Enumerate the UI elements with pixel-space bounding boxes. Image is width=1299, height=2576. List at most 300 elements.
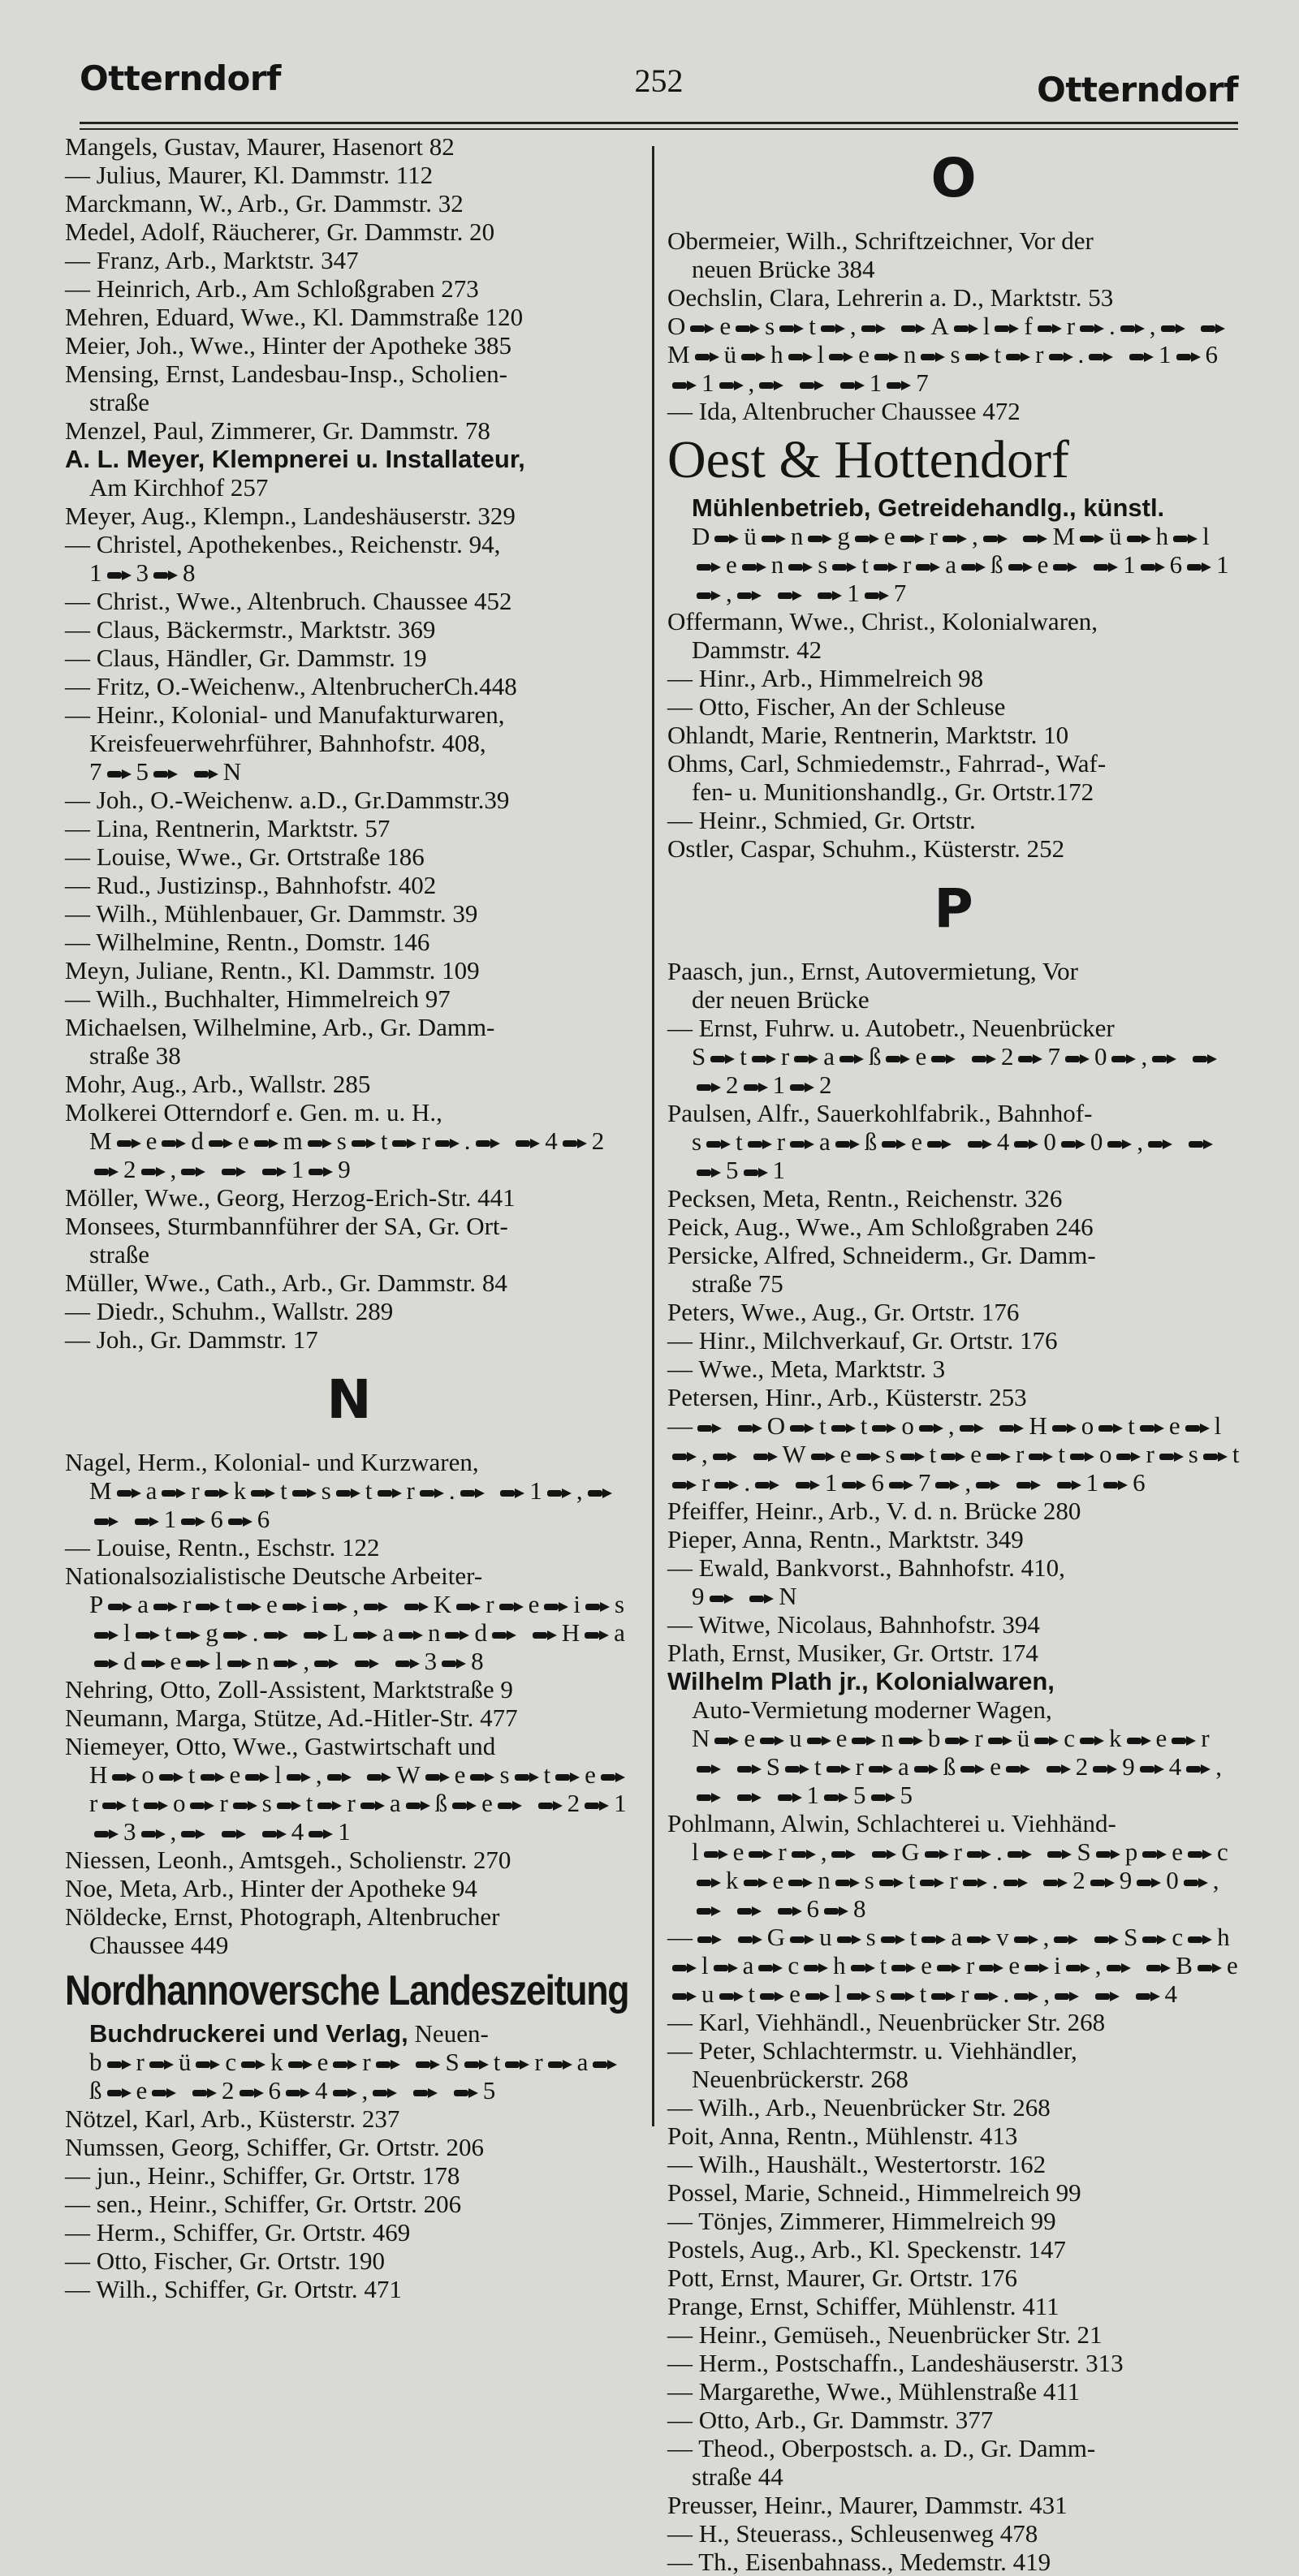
telephone-icon (749, 1593, 774, 1605)
telephone-icon (445, 1630, 469, 1641)
telephone-icon (1141, 562, 1165, 573)
directory-entry: P a r t e i , K r e i sl t g . L a n d H ad e l n , 3 8 (89, 1590, 625, 1675)
directory-entry: — Lina, Rentnerin, Marktstr. 57 (65, 814, 391, 842)
telephone-icon (935, 1480, 960, 1491)
directory-entry: Paulsen, Alfr., Sauerkohlfabrik., Bahnhof- (667, 1099, 1093, 1127)
telephone-icon (288, 2059, 313, 2070)
telephone-icon (194, 769, 218, 780)
directory-entry: b r ü c k e r S t r aß e 2 6 4 , 5 (65, 2048, 633, 2104)
directory-entry: fen- u. Munitionshandlg., Gr. Ortstr.172 (692, 778, 1094, 806)
telephone-icon (968, 1139, 992, 1150)
telephone-icon (1038, 323, 1062, 334)
telephone-icon (470, 1772, 494, 1783)
telephone-icon (538, 1800, 563, 1811)
directory-entry: Dammstr. 42 (692, 635, 822, 664)
telephone-icon (1148, 1139, 1172, 1150)
telephone-icon (839, 1053, 864, 1065)
directory-entry: Postels, Aug., Arb., Kl. Speckenstr. 147 (667, 2235, 1066, 2264)
header-town-right: Otterndorf (1037, 70, 1238, 110)
telephone-icon (887, 380, 911, 391)
telephone-icon (544, 1601, 568, 1613)
telephone-icon (788, 562, 813, 573)
telephone-icon (1055, 1991, 1079, 2002)
telephone-icon (107, 570, 132, 581)
telephone-icon (201, 1772, 225, 1783)
directory-entry: — Otto, Fischer, An der Schleuse (667, 692, 1006, 721)
directory-entry: Müller, Wwe., Cath., Arb., Gr. Dammstr. 84 (65, 1269, 507, 1297)
directory-entry: — Christel, Apothekenbes., Reichenstr. 94, (65, 530, 501, 558)
telephone-icon (921, 351, 945, 363)
telephone-icon (943, 533, 967, 545)
telephone-icon (901, 323, 926, 334)
telephone-icon (744, 1082, 768, 1093)
telephone-icon (117, 1488, 141, 1499)
telephone-icon (1142, 1934, 1167, 1945)
directory-entry: O e s t , A l f r . , M ü h l e n s t r . 1 61 , 1 7 (667, 312, 1240, 397)
telephone-icon (882, 1139, 906, 1150)
telephone-icon (516, 1138, 540, 1149)
telephone-icon (323, 1601, 347, 1613)
directory-entry: Ohms, Carl, Schmiedemstr., Fahrrad-, Waf- (667, 749, 1107, 778)
telephone-icon (317, 1800, 342, 1811)
telephone-icon (237, 1601, 261, 1613)
telephone-icon (697, 1792, 721, 1803)
telephone-icon (548, 2059, 572, 2070)
telephone-icon (778, 1792, 802, 1803)
directory-entry: — Rud., Justizinsp., Bahnhofstr. 402 (65, 871, 437, 899)
telephone-icon (1061, 1139, 1085, 1150)
directory-entry: Neuenbrückerstr. 268 (692, 2065, 908, 2093)
page-header (80, 58, 1238, 110)
directory-entry: — Ernst, Fuhrw. u. Autobetr., Neuenbrücker (667, 1014, 1115, 1042)
directory-entry: Auto-Vermietung moderner Wagen, (692, 1695, 1052, 1724)
directory-entry: — Louise, Wwe., Gr. Ortstraße 186 (65, 842, 425, 871)
telephone-icon (741, 351, 766, 363)
telephone-icon (719, 1991, 744, 2002)
telephone-icon (355, 1658, 379, 1669)
telephone-icon (228, 1516, 252, 1527)
telephone-icon (1080, 1735, 1104, 1747)
directory-entry: Offermann, Wwe., Christ., Kolonialwaren, (667, 607, 1098, 635)
directory-entry: N e u e n b r ü c k e r S t r a ß e 2 9 4 , 1 5 5 (692, 1724, 1222, 1809)
telephone-icon (1096, 1849, 1120, 1860)
directory-entry: — Claus, Bäckermstr., Marktstr. 369 (65, 615, 436, 644)
telephone-icon (153, 769, 178, 780)
telephone-icon (737, 1906, 762, 1917)
telephone-icon (1198, 1962, 1222, 1974)
directory-entry: Molkerei Otterndorf e. Gen. m. u. H., (65, 1098, 442, 1126)
telephone-icon (954, 323, 978, 334)
telephone-icon (737, 1792, 762, 1803)
directory-entry: Possel, Marie, Schneid., Himmelreich 99 (667, 2178, 1081, 2207)
telephone-icon (931, 1991, 956, 2002)
directory-entry: Mehren, Eduard, Wwe., Kl. Dammstraße 120 (65, 303, 524, 331)
telephone-icon (392, 1138, 416, 1149)
directory-entry: D ü n g e r , M ü h le n s t r a ß e 1 6 1, 1 7 (692, 522, 1229, 607)
telephone-icon (1029, 1451, 1053, 1462)
telephone-icon (1172, 1735, 1196, 1747)
directory-entry: Buchdruckerei und Verlag, Neuen- (89, 2019, 489, 2048)
directory-entry: — Heinr., Schmied, Gr. Ortstr. (667, 806, 976, 834)
telephone-icon (697, 1877, 721, 1889)
telephone-icon (758, 1962, 783, 1974)
directory-entry: Plath, Ernst, Musiker, Gr. Ortstr. 174 (667, 1639, 1038, 1667)
telephone-icon (865, 590, 889, 601)
telephone-icon (1140, 1764, 1164, 1775)
directory-entry: der neuen Brücke (692, 985, 870, 1014)
directory-entry: — Th., Eisenbahnass., Medemstr. 419 (667, 2548, 1051, 2576)
directory-entry: — Wilh., Haushält., Westertorstr. 162 (667, 2150, 1047, 2178)
directory-entry: S t r a ß e 2 7 0 , 2 1 2 (667, 1042, 1240, 1099)
telephone-icon (690, 323, 714, 334)
telephone-icon (456, 1601, 481, 1613)
directory-entry: — Ida, Altenbrucher Chaussee 472 (667, 397, 1021, 425)
telephone-icon (837, 1934, 861, 1945)
telephone-icon (209, 1138, 233, 1149)
advertisement-heading: Nordhannoversche Landeszeitung (65, 1967, 629, 2014)
telephone-icon (832, 562, 857, 573)
telephone-icon (94, 1630, 119, 1641)
directory-entry: straße 44 (692, 2462, 783, 2491)
telephone-icon (1188, 1849, 1212, 1860)
directory-entry: Pott, Ernst, Maurer, Gr. Ortstr. 176 (667, 2264, 1018, 2292)
directory-entry: Noe, Meta, Arb., Hinter der Apotheke 94 (65, 1874, 477, 1902)
directory-entry: — Heinr., Gemüseh., Neuenbrücker Str. 21 (667, 2320, 1103, 2349)
telephone-icon (1014, 1139, 1038, 1150)
directory-entry: Prange, Ernst, Schiffer, Mühlenstr. 411 (667, 2292, 1059, 2320)
telephone-icon (1049, 351, 1073, 363)
telephone-icon (963, 1877, 987, 1889)
directory-entry: Nöldecke, Ernst, Photograph, Altenbrucher (65, 1902, 500, 1931)
telephone-icon (153, 570, 178, 581)
directory-entry: Petersen, Hinr., Arb., Küsterstr. 253 (667, 1383, 1027, 1411)
telephone-icon (547, 1488, 572, 1499)
telephone-icon (1187, 562, 1211, 573)
directory-entry: — Wilh., Mühlenbauer, Gr. Dammstr. 39 (65, 899, 478, 928)
telephone-icon (162, 1138, 186, 1149)
directory-entry: straße 75 (692, 1269, 783, 1298)
directory-entry: Persicke, Alfred, Schneiderm., Gr. Damm- (667, 1241, 1096, 1269)
telephone-icon (738, 1934, 762, 1945)
directory-entry: — Peter, Schlachtermstr. u. Viehhändler, (667, 2036, 1077, 2065)
directory-entry: Preusser, Heinr., Maurer, Dammstr. 431 (667, 2491, 1068, 2519)
telephone-icon (737, 590, 762, 601)
telephone-icon (378, 1488, 402, 1499)
telephone-icon (697, 1764, 721, 1775)
telephone-icon (1142, 1849, 1167, 1860)
telephone-icon (309, 1829, 333, 1840)
telephone-icon (420, 1488, 444, 1499)
telephone-icon (304, 1630, 328, 1641)
telephone-icon (891, 1962, 916, 1974)
telephone-icon (192, 2087, 217, 2099)
telephone-icon (1093, 1764, 1117, 1775)
telephone-icon (1023, 533, 1047, 545)
telephone-icon (1103, 1480, 1128, 1491)
telephone-icon (790, 1082, 814, 1093)
telephone-icon (1107, 1962, 1131, 1974)
directory-entry: — Wilh., Arb., Neuenbrücker Str. 268 (667, 2093, 1051, 2122)
directory-entry: Neumann, Marga, Stütze, Ad.-Hitler-Str. 477 (65, 1704, 518, 1732)
telephone-icon (1173, 533, 1198, 545)
telephone-icon (159, 1772, 183, 1783)
telephone-icon (672, 1451, 697, 1462)
telephone-icon (697, 562, 721, 573)
telephone-icon (1188, 1934, 1212, 1945)
telephone-icon (931, 1053, 956, 1065)
telephone-icon (697, 1423, 722, 1434)
telephone-icon (1070, 1451, 1094, 1462)
advertisement-heading: Oest & Hottendorf (667, 430, 1069, 489)
telephone-icon (136, 1630, 160, 1641)
telephone-icon (1146, 1962, 1171, 1974)
telephone-icon (790, 1934, 814, 1945)
telephone-icon (800, 380, 824, 391)
telephone-icon (762, 533, 786, 545)
telephone-icon (760, 1991, 784, 2002)
telephone-icon (826, 1764, 851, 1775)
directory-entry: l e r , G r . S p e ck e n s t r . 2 9 0 , 6 8 (692, 1837, 1228, 1923)
telephone-icon (373, 2087, 397, 2099)
directory-entry: — Wilh., Schiffer, Gr. Ortstr. 471 (65, 2275, 402, 2303)
telephone-icon (1127, 533, 1151, 545)
telephone-icon (1159, 1451, 1184, 1462)
directory-entry: — Otto, Fischer, Gr. Ortstr. 190 (65, 2246, 385, 2275)
telephone-icon (186, 1658, 210, 1669)
directory-entry: Peick, Aug., Wwe., Am Schloßgraben 246 (667, 1213, 1094, 1241)
telephone-icon (710, 1053, 735, 1065)
directory-entry: — Tönjes, Zimmerer, Himmelreich 99 (667, 2207, 1056, 2235)
directory-entry: Pecksen, Meta, Rentn., Reichenstr. 326 (667, 1184, 1063, 1213)
telephone-icon (899, 1735, 923, 1747)
telephone-icon (222, 1829, 246, 1840)
telephone-icon (925, 1849, 949, 1860)
right-column (667, 132, 1240, 2576)
directory-entry: — Heinrich, Arb., Am Schloßgraben 273 (65, 274, 479, 303)
telephone-icon (874, 351, 899, 363)
directory-entry: Menzel, Paul, Zimmerer, Gr. Dammstr. 78 (65, 416, 490, 445)
telephone-icon (141, 1658, 166, 1669)
telephone-icon (742, 562, 766, 573)
telephone-icon (277, 1800, 301, 1811)
directory-entry: — jun., Heinr., Schiffer, Gr. Ortstr. 178 (65, 2161, 460, 2190)
telephone-icon (406, 1800, 430, 1811)
telephone-icon (807, 1735, 831, 1747)
directory-entry: M e d e m s t r . 4 22 , 1 9 (89, 1126, 605, 1183)
telephone-icon (94, 1658, 119, 1669)
telephone-icon (999, 1423, 1024, 1434)
telephone-icon (452, 1800, 477, 1811)
directory-entry: — Hinr., Milchverkauf, Gr. Ortstr. 176 (667, 1326, 1058, 1355)
directory-entry: Medel, Adolf, Räucherer, Gr. Dammstr. 20 (65, 218, 495, 246)
telephone-icon (937, 1962, 961, 1974)
telephone-icon (983, 533, 1008, 545)
telephone-icon (744, 1167, 768, 1178)
telephone-icon (755, 1480, 779, 1491)
directory-entry: Nötzel, Karl, Arb., Küsterstr. 237 (65, 2104, 400, 2133)
telephone-icon (869, 1764, 893, 1775)
telephone-icon (672, 1962, 697, 1974)
directory-entry: straße 38 (89, 1041, 181, 1070)
telephone-icon (585, 1630, 609, 1641)
telephone-icon (1014, 1934, 1038, 1945)
telephone-icon (778, 1906, 802, 1917)
telephone-icon (498, 1800, 522, 1811)
directory-entry: — Herm., Schiffer, Gr. Ortstr. 469 (65, 2218, 411, 2246)
telephone-icon (824, 1906, 848, 1917)
telephone-icon (986, 1451, 1011, 1462)
section-letter: P (934, 877, 973, 940)
telephone-icon (900, 1451, 925, 1462)
directory-entry: Nagel, Herm., Kolonial- und Kurzwaren, (65, 1448, 479, 1476)
telephone-icon (842, 1480, 866, 1491)
telephone-icon (515, 1772, 539, 1783)
telephone-icon (945, 1735, 969, 1747)
directory-entry: Pfeiffer, Heinr., Arb., V. d. n. Brücke 280 (667, 1497, 1081, 1525)
directory-entry: Ostler, Caspar, Schuhm., Küsterstr. 252 (667, 834, 1065, 863)
telephone-icon (1127, 1735, 1151, 1747)
directory-entry: — Joh., O.-Weichenw. a.D., Gr.Dammstr.39 (65, 786, 510, 814)
telephone-icon (794, 1053, 818, 1065)
directory-entry: — Wwe., Meta, Marktstr. 3 (667, 1355, 946, 1383)
telephone-icon (1034, 1735, 1059, 1747)
telephone-icon (916, 562, 940, 573)
directory-entry: Michaelsen, Wilhelmine, Arb., Gr. Damm- (65, 1013, 495, 1041)
telephone-icon (112, 1772, 136, 1783)
directory-entry: Paasch, jun., Ernst, Autovermietung, Vor (667, 957, 1079, 985)
telephone-icon (262, 1166, 287, 1178)
telephone-icon (1054, 1934, 1078, 1945)
directory-entry: Am Kirchhof 257 (89, 473, 269, 502)
directory-entry: Chaussee 449 (89, 1931, 229, 1959)
directory-entry: Kreisfeuerwehrführer, Bahnhofstr. 408, (89, 729, 486, 757)
telephone-icon (1095, 1991, 1120, 2002)
telephone-icon (181, 1516, 205, 1527)
telephone-icon (835, 1877, 860, 1889)
telephone-icon (1186, 1764, 1211, 1775)
telephone-icon (706, 1139, 731, 1150)
telephone-icon (1111, 1053, 1136, 1065)
telephone-icon (505, 2059, 529, 2070)
directory-entry: — Louise, Rentn., Eschstr. 122 (65, 1533, 380, 1562)
directory-entry: Mangels, Gustav, Maurer, Hasenort 82 (65, 132, 455, 161)
directory-entry: Oechslin, Clara, Lehrerin a. D., Marktstr. 53 (667, 283, 1114, 312)
telephone-icon (264, 1630, 288, 1641)
telephone-icon (1089, 351, 1113, 363)
telephone-icon (196, 1601, 220, 1613)
telephone-icon (1098, 1423, 1123, 1434)
telephone-icon (714, 1480, 739, 1491)
telephone-icon (672, 1480, 697, 1491)
telephone-icon (840, 380, 865, 391)
telephone-icon (736, 323, 760, 334)
telephone-icon (601, 1772, 625, 1783)
telephone-icon (107, 2059, 132, 2070)
telephone-icon (1094, 562, 1118, 573)
telephone-icon (788, 351, 813, 363)
telephone-icon (872, 1423, 896, 1434)
telephone-icon (1014, 1991, 1038, 2002)
telephone-icon (222, 1166, 246, 1178)
telephone-icon (309, 1166, 333, 1178)
telephone-icon (144, 1800, 168, 1811)
telephone-icon (233, 1800, 257, 1811)
telephone-icon (851, 1962, 875, 1974)
directory-entry: — Herm., Postschaffn., Landeshäuserstr. 313 (667, 2349, 1124, 2377)
directory-entry: — Wilhelmine, Rentn., Domstr. 146 (65, 928, 430, 956)
telephone-icon (988, 1735, 1012, 1747)
directory-entry: Mühlenbetrieb, Getreidehandlg., künstl. (692, 493, 1165, 522)
telephone-icon (847, 1991, 871, 2002)
telephone-icon (995, 323, 1019, 334)
telephone-icon (697, 590, 721, 601)
telephone-icon (737, 1764, 762, 1775)
directory-entry: — Fritz, O.-Weichenw., AltenbrucherCh.448 (65, 672, 517, 700)
telephone-icon (283, 1601, 307, 1613)
telephone-icon (697, 1906, 721, 1917)
telephone-icon (1065, 1053, 1090, 1065)
directory-entry: — Witwe, Nicolaus, Bahnhofstr. 394 (667, 1610, 1040, 1639)
telephone-icon (1053, 562, 1077, 573)
directory-entry: Niessen, Leonh., Amtsgeh., Scholienstr. 270 (65, 1846, 511, 1874)
telephone-icon (287, 1772, 311, 1783)
telephone-icon (960, 1423, 984, 1434)
directory-entry: Mohr, Aug., Arb., Wallstr. 285 (65, 1070, 371, 1098)
directory-entry: Mensing, Ernst, Landesbau-Insp., Scholien- (65, 360, 507, 388)
telephone-icon (442, 1658, 466, 1669)
telephone-icon (499, 1601, 524, 1613)
telephone-icon (1184, 1877, 1208, 1889)
header-rule-top (80, 122, 1238, 124)
directory-entry: s t r a ß e 4 0 0 , 5 1 (667, 1127, 1240, 1184)
telephone-icon (704, 1849, 728, 1860)
telephone-icon (811, 1451, 835, 1462)
directory-entry: — Wilh., Buchhalter, Himmelreich 97 (65, 984, 451, 1013)
telephone-icon (141, 1166, 166, 1178)
directory-entry: Poit, Anna, Rentn., Mühlenstr. 413 (667, 2122, 1018, 2150)
telephone-icon (891, 1991, 915, 2002)
telephone-icon (974, 1991, 999, 2002)
telephone-icon (719, 380, 744, 391)
telephone-icon (972, 1053, 996, 1065)
telephone-icon (588, 1488, 612, 1499)
telephone-icon (399, 1630, 423, 1641)
directory-entry: M a r k t s t r . 1 , 1 6 6 (65, 1476, 633, 1533)
telephone-icon (240, 2087, 264, 2099)
telephone-icon (714, 1962, 738, 1974)
telephone-icon (697, 1934, 722, 1945)
section-letter: O (930, 147, 977, 209)
directory-entry: Meyer, Aug., Klempn., Landeshäuserstr. 329 (65, 502, 516, 530)
directory-entry: Ohlandt, Marie, Rentnerin, Marktstr. 10 (667, 721, 1069, 749)
directory-entry: Niemeyer, Otto, Wwe., Gastwirtschaft und (65, 1732, 496, 1760)
directory-entry: — Karl, Viehhändl., Neuenbrücker Str. 268 (667, 2008, 1106, 2036)
telephone-icon (804, 1962, 828, 1974)
telephone-icon (697, 1082, 721, 1093)
telephone-icon (404, 1601, 429, 1613)
telephone-icon (227, 1658, 252, 1669)
directory-entry: — Diedr., Schuhm., Wallstr. 289 (65, 1297, 394, 1325)
telephone-icon (353, 1630, 378, 1641)
telephone-icon (818, 590, 842, 601)
telephone-icon (714, 1735, 739, 1747)
telephone-icon (1185, 1423, 1210, 1434)
telephone-icon (979, 1962, 1003, 1974)
telephone-icon (710, 1593, 734, 1605)
telephone-icon (967, 1934, 991, 1945)
telephone-icon (1116, 1451, 1141, 1462)
telephone-icon (274, 1658, 298, 1669)
